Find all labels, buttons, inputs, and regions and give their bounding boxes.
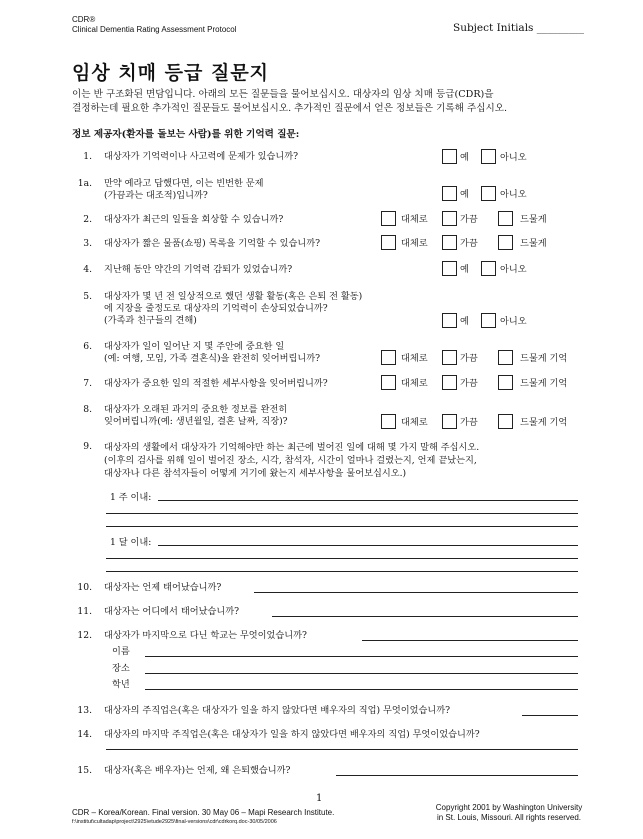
q9-week-line-1[interactable] [158, 500, 578, 501]
q4-no-label: 아니오 [500, 264, 527, 275]
q6-usually-checkbox[interactable] [381, 350, 396, 365]
question-number: 10. [77, 582, 92, 593]
q9-week-label: 1 주 이내: [110, 492, 152, 503]
question-text: 대상자가 일이 일어난 지 몇 주안에 중요한 일 (예: 여행, 모임, 가족 결혼식)을 완전히 잊어버립니까? [104, 341, 321, 364]
q6-rarely-checkbox[interactable] [498, 350, 513, 365]
q12-name-label: 이름 [112, 646, 130, 657]
intro-line-1: 이는 반 구조화된 면담입니다. 아래의 모든 질문들을 물어보십시오. 대상자의 임상 치매 등급(CDR)을 [72, 89, 494, 100]
q8-sometimes-checkbox[interactable] [442, 414, 457, 429]
q9-month-label: 1 달 이내: [110, 537, 152, 548]
q7-rarely-label: 드물게 기억 [520, 378, 568, 389]
q1-yes-label: 예 [460, 152, 469, 163]
q5-yes-label: 예 [460, 316, 469, 327]
question-number: 1a. [77, 178, 92, 189]
q12-grade-line[interactable] [145, 689, 578, 690]
q3-sometimes-checkbox[interactable] [442, 235, 457, 250]
question-text: 대상자가 최근의 일들을 회상할 수 있습니까? [104, 214, 284, 225]
question-number: 5. [83, 291, 92, 302]
q2-usually-label: 대체로 [401, 214, 428, 225]
q5-yes-checkbox[interactable] [442, 313, 457, 328]
copyright-line-1: Copyright 2001 by Washington University [435, 803, 583, 812]
q1-no-checkbox[interactable] [481, 149, 496, 164]
q8-usually-checkbox[interactable] [381, 414, 396, 429]
q11-answer-line[interactable] [272, 616, 578, 617]
intro-text [72, 88, 592, 116]
q3-usually-checkbox[interactable] [381, 235, 396, 250]
question-text: 대상자가 마지막으로 다닌 학교는 무엇이었습니까? [104, 630, 307, 641]
q7-rarely-checkbox[interactable] [498, 375, 513, 390]
question-text: 대상자가 중요한 일의 적절한 세부사항을 잊어버립니까? [104, 378, 328, 389]
q2-usually-checkbox[interactable] [381, 211, 396, 226]
q6-sometimes-checkbox[interactable] [442, 350, 457, 365]
question-number: 7. [83, 378, 92, 389]
q4-yes-checkbox[interactable] [442, 261, 457, 276]
q3-usually-label: 대체로 [401, 238, 428, 249]
q5-no-checkbox[interactable] [481, 313, 496, 328]
question-text: 대상자는 어디에서 태어났습니까? [104, 606, 240, 617]
q9-month-line-1[interactable] [158, 545, 578, 546]
page-title: 임상 치매 등급 질문지 [72, 62, 270, 84]
question-text: 대상자가 짧은 물품(쇼핑) 목록을 기억할 수 있습니까? [104, 238, 320, 249]
q9-month-line-3[interactable] [106, 571, 578, 572]
subject-initials: Subject Initials _________ [453, 22, 585, 34]
q3-sometimes-label: 가끔 [460, 238, 478, 249]
question-text: 대상자의 마지막 주직업은(혹은 대상자가 일을 하지 않았다면 배우자의 직업) 무엇이었습니까? [104, 729, 480, 740]
footer-path: f:\institut\cultadap\project\2925\etude2925\final-versions\cdr\cdrkorq.doc-30/05/2006 [72, 819, 277, 825]
q5-no-label: 아니오 [500, 316, 527, 327]
q1a-no-label: 아니오 [500, 189, 527, 200]
q7-usually-label: 대체로 [401, 378, 428, 389]
q1a-yes-checkbox[interactable] [442, 186, 457, 201]
question-number: 4. [83, 264, 92, 275]
question-text: 대상자의 생활에서 대상자가 기억해야만 하는 최근에 벌어진 일에 대해 몇 가지 말해 주십시오. (이후의 검사를 위해 일이 벌어진 장소, 시각, 참석자, 시간이 얼마나 걸렸는지, 언제 끝났는지, 대상자나 다른 참석자들이 어떻게 거기에 왔는지 세부사항을 물어보십시오.) [104, 442, 480, 479]
q2-rarely-checkbox[interactable] [498, 211, 513, 226]
question-number: 11. [77, 606, 92, 617]
q4-no-checkbox[interactable] [481, 261, 496, 276]
question-number: 8. [83, 404, 92, 415]
question-text: 대상자가 기억력이나 사고력에 문제가 있습니까? [104, 151, 299, 162]
q1a-no-checkbox[interactable] [481, 186, 496, 201]
question-number: 13. [77, 705, 92, 716]
q10-answer-line[interactable] [254, 592, 578, 593]
copyright-line-2: in St. Louis, Missouri. All rights reserved. [436, 813, 582, 822]
q12-name-line[interactable] [145, 656, 578, 657]
q12-answer-line[interactable] [362, 640, 578, 641]
q6-usually-label: 대체로 [401, 353, 428, 364]
q7-sometimes-label: 가끔 [460, 378, 478, 389]
q2-rarely-label: 드물게 [520, 214, 547, 225]
q9-week-line-2[interactable] [106, 513, 578, 514]
question-number: 9. [83, 441, 92, 452]
q7-sometimes-checkbox[interactable] [442, 375, 457, 390]
q4-yes-label: 예 [460, 264, 469, 275]
q12-grade-label: 학년 [112, 679, 130, 690]
header-org [72, 15, 237, 35]
q12-place-line[interactable] [145, 673, 578, 674]
page-number: 1 [316, 793, 323, 804]
q14-answer-line[interactable] [106, 749, 578, 750]
q13-answer-line[interactable] [522, 715, 578, 716]
footer-copyright [414, 803, 604, 823]
question-number: 3. [83, 238, 92, 249]
question-number: 6. [83, 341, 92, 352]
q1-yes-checkbox[interactable] [442, 149, 457, 164]
q8-sometimes-label: 가끔 [460, 417, 478, 428]
q15-answer-line[interactable] [336, 775, 578, 776]
q6-rarely-label: 드물게 기억 [520, 353, 568, 364]
question-number: 2. [83, 214, 92, 225]
question-text: 대상자(혹은 배우자)는 언제, 왜 은퇴했습니까? [104, 765, 291, 776]
q6-sometimes-label: 가끔 [460, 353, 478, 364]
q2-sometimes-checkbox[interactable] [442, 211, 457, 226]
footer-version: CDR – Korea/Korean. Final version. 30 May 06 – Mapi Research Institute. [72, 808, 335, 817]
question-text: 지난해 동안 약간의 기억력 감퇴가 있었습니까? [104, 264, 293, 275]
q9-month-line-2[interactable] [106, 558, 578, 559]
q1a-yes-label: 예 [460, 189, 469, 200]
q8-rarely-checkbox[interactable] [498, 414, 513, 429]
intro-line-2: 결정하는데 필요한 추가적인 질문들도 물어보십시오. 추가적인 질문에서 얻은 정보들은 기록해 주십시오. [72, 103, 508, 114]
org-label: CDR® [72, 15, 96, 24]
q8-rarely-label: 드물게 기억 [520, 417, 568, 428]
q8-usually-label: 대체로 [401, 417, 428, 428]
question-number: 15. [77, 765, 92, 776]
question-text: 대상자는 언제 태어났습니까? [104, 582, 222, 593]
question-text: 대상자가 오래된 과거의 중요한 정보를 완전히 잊어버립니까(예: 생년월일, 결혼 날짜, 직장)? [104, 404, 288, 427]
q3-rarely-label: 드물게 [520, 238, 547, 249]
question-number: 12. [77, 630, 92, 641]
question-number: 14. [77, 729, 92, 740]
question-number: 1. [83, 151, 92, 162]
q7-usually-checkbox[interactable] [381, 375, 396, 390]
q9-week-line-3[interactable] [106, 526, 578, 527]
question-text: 대상자가 몇 년 전 일상적으로 했던 생활 활동(혹은 은퇴 전 활동) 에 지장을 줄정도로 대상자의 기억력이 손상되었습니까? (가족과 친구들의 견해) [104, 291, 363, 326]
question-text: 만약 예라고 답했다면, 이는 빈번한 문제 (가끔과는 대조적)입니까? [104, 178, 264, 201]
section-title: 정보 제공자(환자를 돌보는 사람)를 위한 기억력 질문: [72, 129, 300, 140]
q12-place-label: 장소 [112, 663, 130, 674]
question-text: 대상자의 주직업은(혹은 대상자가 일을 하지 않았다면 배우자의 직업) 무엇이었습니까? [104, 705, 451, 716]
q1-no-label: 아니오 [500, 152, 527, 163]
protocol-label: Clinical Dementia Rating Assessment Protocol [72, 25, 237, 34]
q3-rarely-checkbox[interactable] [498, 235, 513, 250]
q2-sometimes-label: 가끔 [460, 214, 478, 225]
